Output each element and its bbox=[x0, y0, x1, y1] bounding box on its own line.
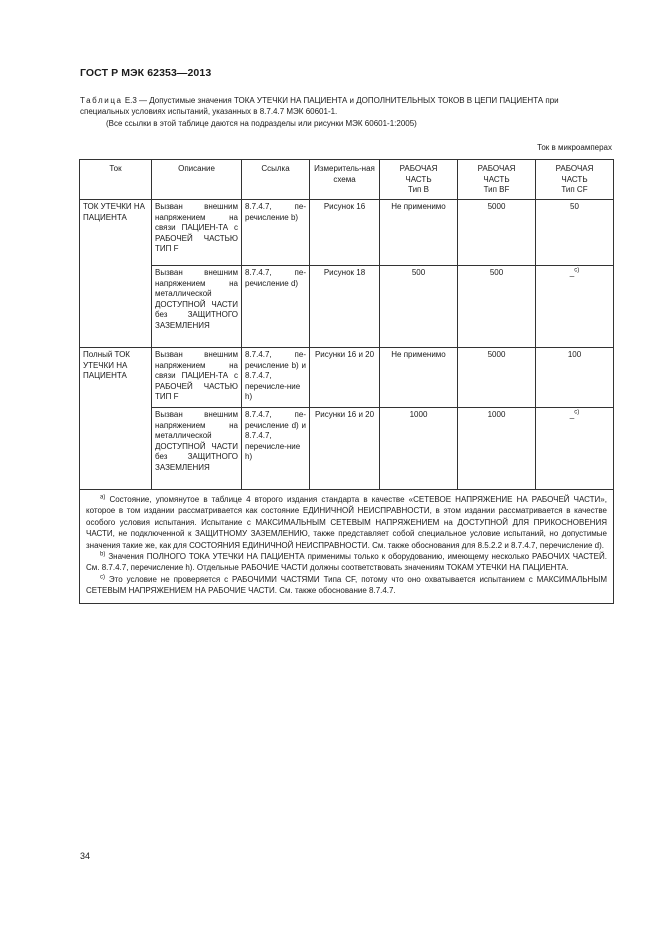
footnote-b bbox=[86, 551, 607, 574]
table-caption bbox=[80, 95, 605, 129]
scheme-cell: Рисунки 16 и 20 bbox=[310, 348, 380, 408]
header-reference: Ссылка bbox=[242, 160, 310, 200]
standard-header: ГОСТ Р МЭК 62353—2013 bbox=[80, 67, 212, 79]
footnote-c-text: Это условие не проверяется с РАБОЧИМИ ЧАСТЯМИ Типа CF, потому что оно охватывается испытанием с МАКСИМАЛЬНЫМ СЕТЕВЫМ НАПРЯЖЕНИЕМ НА РАБОЧИЕ ЧАСТИ. См. также обоснование 8.7.4.7. bbox=[86, 574, 607, 596]
header-type-cf-line1: РАБОЧАЯ bbox=[555, 164, 594, 173]
footnote-mark: c) bbox=[574, 267, 580, 274]
type-cf-value bbox=[536, 408, 614, 490]
footnote-a-mark: a) bbox=[100, 494, 106, 501]
reference-cell: 8.7.4.7, пе-речисление d) и 8.7.4.7, перечисле-ние h) bbox=[242, 408, 310, 490]
header-type-b-line3: Тип В bbox=[408, 185, 429, 195]
page-number: 34 bbox=[80, 851, 91, 861]
table-row bbox=[80, 408, 614, 490]
header-tok: Ток bbox=[80, 160, 152, 200]
header-type-bf bbox=[458, 160, 536, 200]
table-row bbox=[80, 200, 614, 266]
leakage-current-table bbox=[79, 159, 614, 604]
type-b-value: Не применимо bbox=[380, 348, 458, 408]
header-type-bf-line3: Тип BF bbox=[483, 185, 510, 195]
scheme-cell: Рисунок 18 bbox=[310, 266, 380, 348]
scheme-cell: Рисунки 16 и 20 bbox=[310, 408, 380, 490]
header-type-b-line1: РАБОЧАЯ bbox=[399, 164, 438, 173]
caption-text: Е.3 — Допустимые значения ТОКА УТЕЧКИ НА ПАЦИЕНТА и ДОПОЛНИТЕЛЬНЫХ ТОКОВ В ЦЕПИ ПАЦИЕНТА при специальных условиях испытаний, указанных в 8.7.4.7 МЭК 60601-1. bbox=[80, 96, 559, 117]
footnote-b-mark: b) bbox=[100, 551, 106, 558]
footnote-a bbox=[86, 494, 607, 551]
units-note: Ток в микроамперах bbox=[537, 143, 612, 152]
footnote-mark: c) bbox=[574, 409, 580, 416]
header-type-bf-line1: РАБОЧАЯ bbox=[477, 164, 516, 173]
footnotes-row bbox=[80, 490, 614, 604]
footnotes-cell bbox=[80, 490, 614, 604]
caption-note: (Все ссылки в этой таблице даются на подразделы или рисунки МЭК 60601-1:2005) bbox=[106, 118, 417, 128]
reference-cell: 8.7.4.7, пе-речисление b) и 8.7.4.7, перечисле-ние h) bbox=[242, 348, 310, 408]
type-cf-value-text: 50 bbox=[570, 202, 579, 211]
current-type-cell: ТОК УТЕЧКИ НА ПАЦИЕНТА bbox=[80, 200, 152, 348]
description-cell: Вызван внешним напряжением на металлической ДОСТУПНОЙ ЧАСТИ без ЗАЩИТНОГО ЗАЗЕМЛЕНИЯ bbox=[152, 408, 242, 490]
header-measuring-scheme: Измеритель-ная схема bbox=[310, 160, 380, 200]
header-type-bf-line2: ЧАСТЬ bbox=[483, 174, 510, 184]
type-bf-value: 5000 bbox=[458, 200, 536, 266]
caption-label: Таблица bbox=[80, 96, 123, 105]
header-type-cf-line3: Тип CF bbox=[561, 185, 588, 195]
description-cell: Вызван внешним напряжением на связи ПАЦИЕН-ТА с РАБОЧЕЙ ЧАСТЬЮ ТИП F bbox=[152, 200, 242, 266]
type-cf-value-text: _ bbox=[569, 268, 575, 277]
type-b-value: Не применимо bbox=[380, 200, 458, 266]
type-bf-value: 500 bbox=[458, 266, 536, 348]
footnote-c bbox=[86, 574, 607, 597]
header-type-cf bbox=[536, 160, 614, 200]
header-type-cf-line2: ЧАСТЬ bbox=[561, 174, 588, 184]
scheme-cell: Рисунок 16 bbox=[310, 200, 380, 266]
footnote-c-mark: c) bbox=[100, 574, 105, 581]
header-type-b bbox=[380, 160, 458, 200]
type-bf-value: 1000 bbox=[458, 408, 536, 490]
reference-cell: 8.7.4.7, пе-речисление b) bbox=[242, 200, 310, 266]
type-b-value: 500 bbox=[380, 266, 458, 348]
type-b-value: 1000 bbox=[380, 408, 458, 490]
table-row bbox=[80, 266, 614, 348]
type-cf-value bbox=[536, 348, 614, 408]
footnote-a-text: Состояние, упомянутое в таблице 4 второго издания стандарта в качестве «СЕТЕВОЕ НАПРЯЖЕНИЕ НА РАБОЧЕЙ ЧАСТИ», которое в том издании рассматривается как состояние ЕДИНИЧНОЙ НЕИСПРАВНОСТИ, в этом издании рассматривается в качестве особого условия испытания. Испытание с МАКСИМАЛЬНЫМ СЕТЕВЫМ НАПРЯЖЕНИЕМ на ДОСТУПНОЙ ДЛЯ ПРИКОСНОВЕНИЯ ЧАСТИ, не подключенной к ЗАЩИТНОМУ ЗАЗЕМЛЕНИЮ, также представляет собой специальное условие испытаний, но допустимые значения такие же, как для СОСТОЯНИЯ ЕДИНИЧНОЙ НЕИСПРАВНОСТИ. См. также обоснования для 8.5.2.2 и 8.7.4.7, перечисление d). bbox=[86, 495, 607, 550]
description-cell: Вызван внешним напряжением на связи ПАЦИЕН-ТА с РАБОЧЕЙ ЧАСТЬЮ ТИП F bbox=[152, 348, 242, 408]
current-type-cell: Полный ТОК УТЕЧКИ НА ПАЦИЕНТА bbox=[80, 348, 152, 490]
header-description: Описание bbox=[152, 160, 242, 200]
footnote-b-text: Значения ПОЛНОГО ТОКА УТЕЧКИ НА ПАЦИЕНТА применимы только к оборудованию, имеющему несколько РАБОЧИХ ЧАСТЕЙ. См. 8.7.4.7, перечисление h). Отдельные РАБОЧИЕ ЧАСТИ должны соответствовать значениям ТОКАМ УТЕЧКИ НА ПАЦИЕНТА. bbox=[86, 552, 607, 573]
type-cf-value bbox=[536, 200, 614, 266]
description-cell: Вызван внешним напряжением на металлической ДОСТУПНОЙ ЧАСТИ без ЗАЩИТНОГО ЗАЗЕМЛЕНИЯ bbox=[152, 266, 242, 348]
type-cf-value bbox=[536, 266, 614, 348]
type-bf-value: 5000 bbox=[458, 348, 536, 408]
header-type-b-line2: ЧАСТЬ bbox=[405, 174, 432, 184]
type-cf-value-text: 100 bbox=[567, 350, 582, 359]
type-cf-value-text: _ bbox=[569, 410, 575, 419]
table-header-row bbox=[80, 160, 614, 200]
reference-cell: 8.7.4.7, пе-речисление d) bbox=[242, 266, 310, 348]
table-row bbox=[80, 348, 614, 408]
